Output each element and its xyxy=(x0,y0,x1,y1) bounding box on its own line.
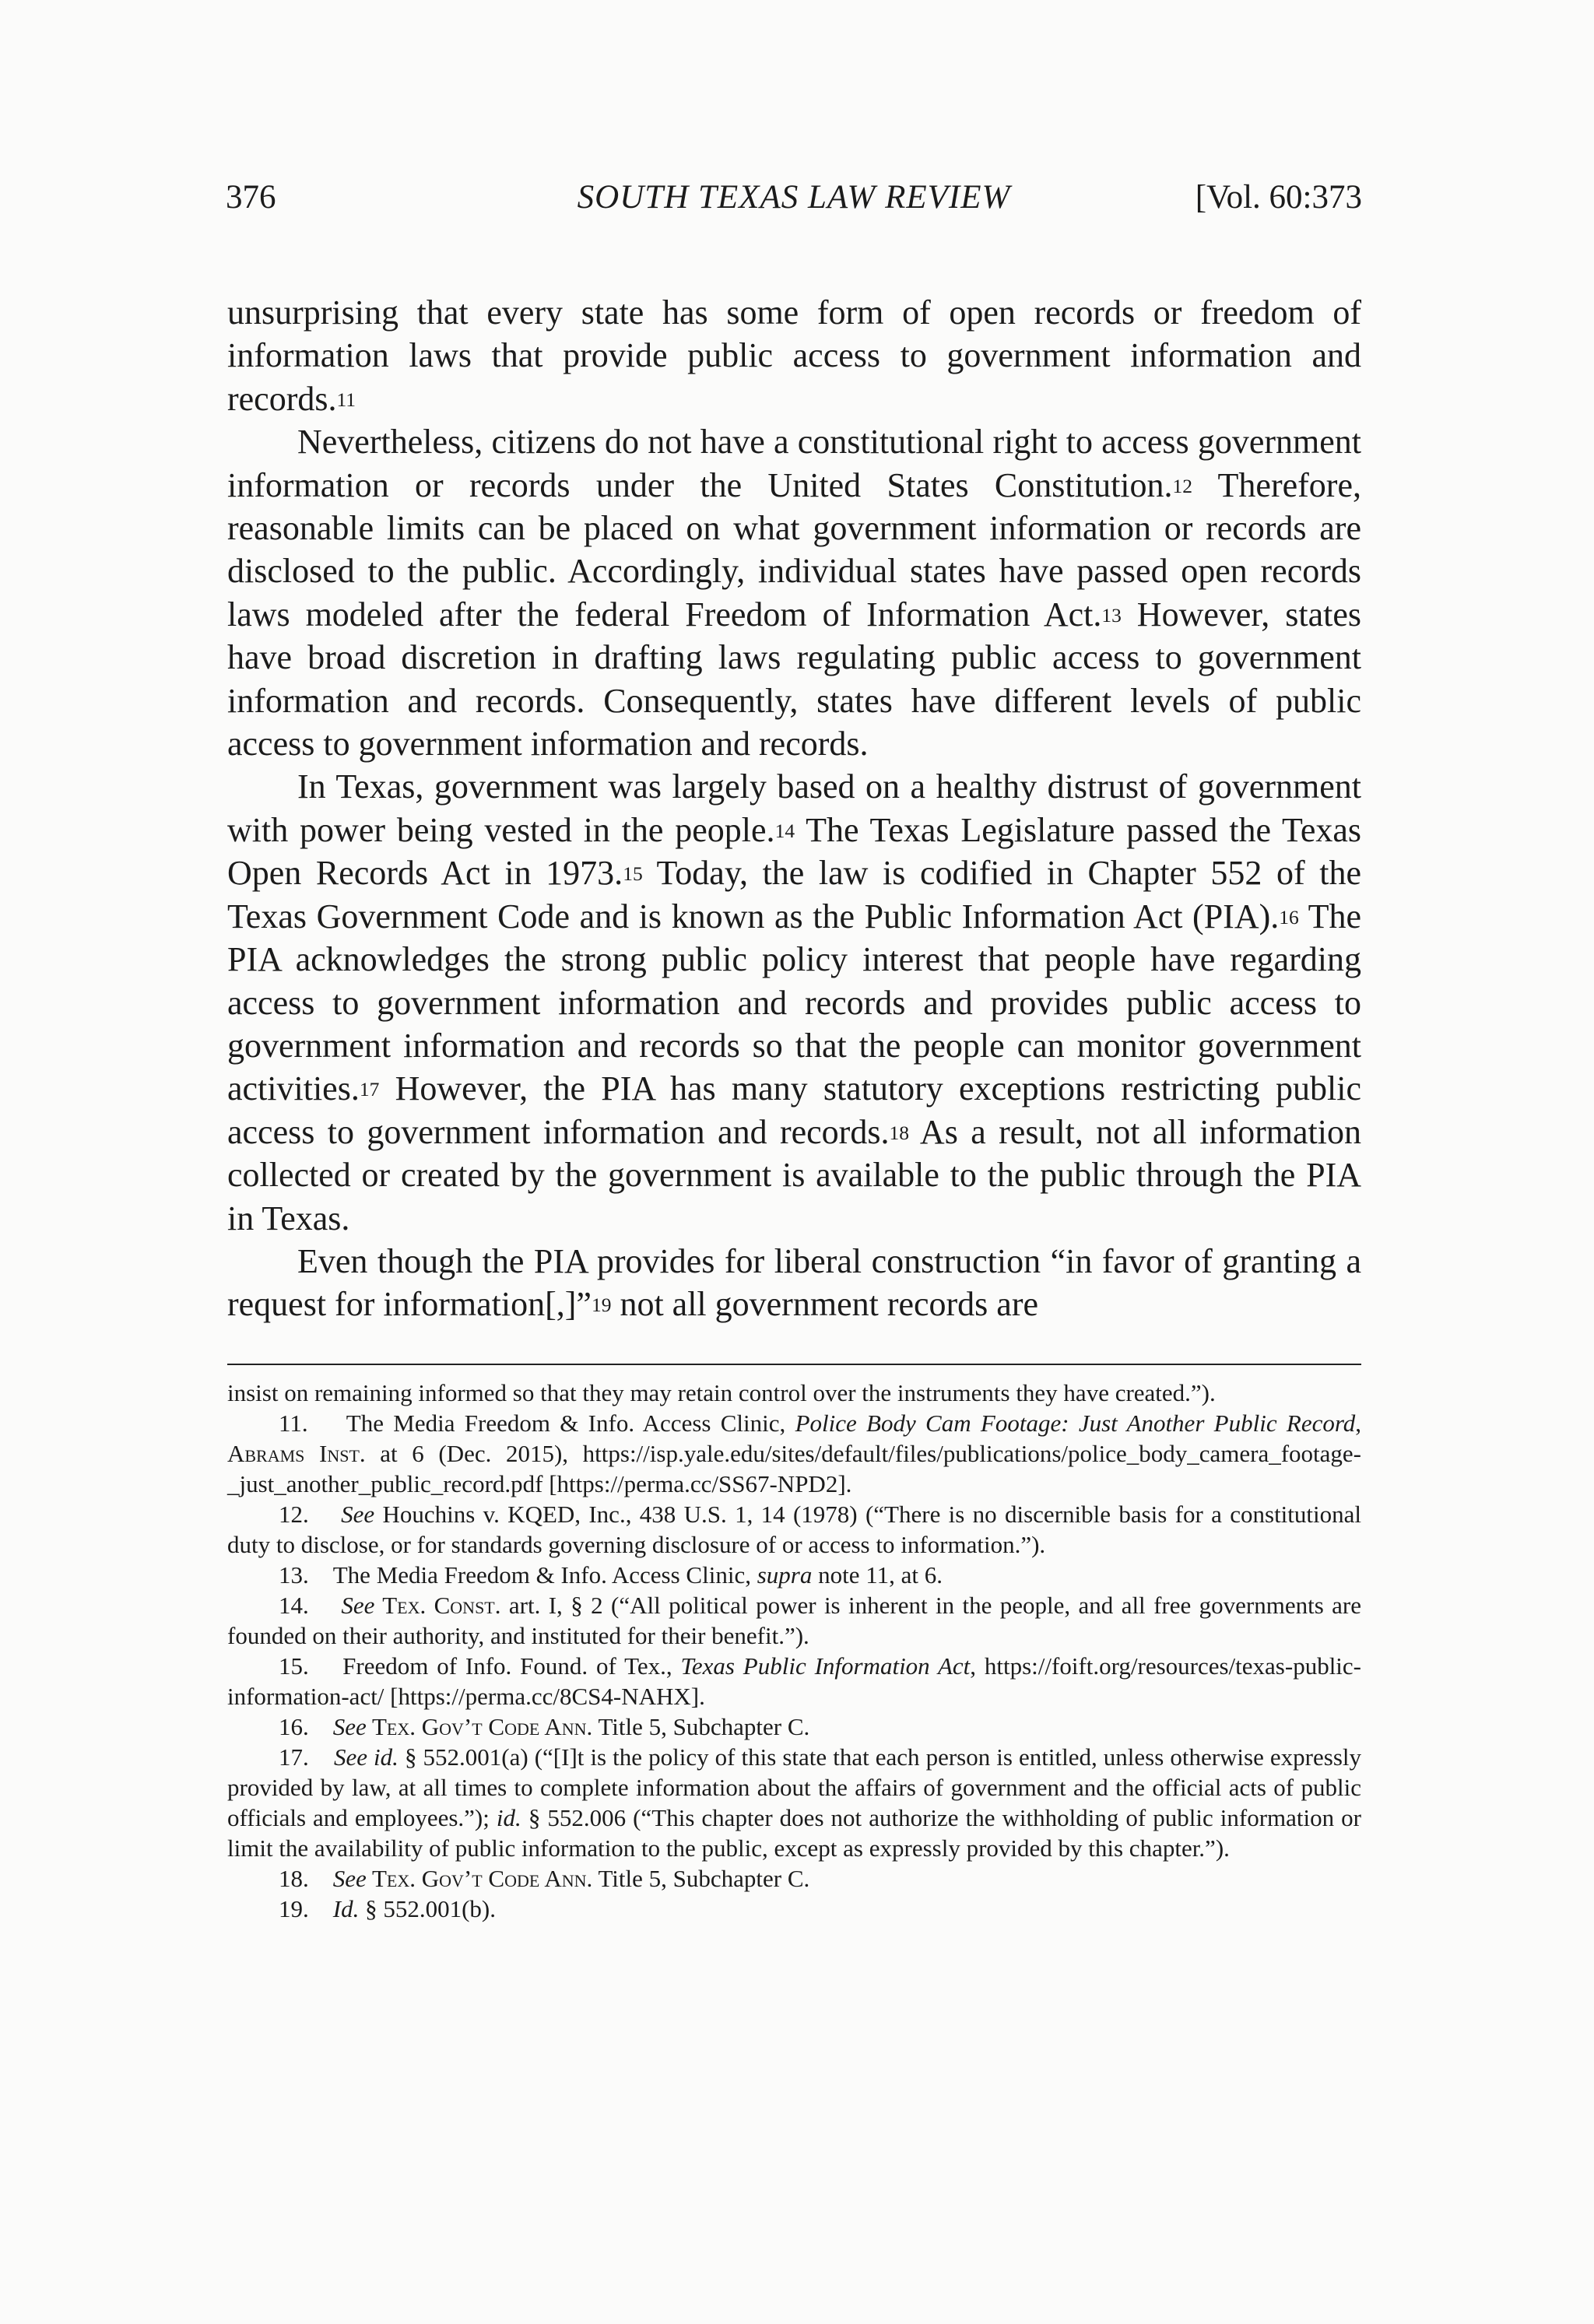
text-run: Today, the law is codified in Chapter 552 of the Texas Government Code and is known as the Public Information Act (PIA). xyxy=(227,854,1362,936)
text-run: § 552.001(a) (“[I]t is the policy of this state that each person is entitled, unless otherwise expressly provided by law, at all times to complete information about the affairs of government and the official acts of public officials and employees.”); xyxy=(227,1743,1361,1831)
text-run: The PIA acknowledges the strong public policy interest that people have regarding access to government information and records and provides public access to government information and records so that the people can monitor government activities. xyxy=(227,897,1361,1108)
text-run: In Texas, government was largely based on a healthy distrust of government with power being vested in the people. xyxy=(227,767,1361,849)
text-run: Title 5, Subchapter C. xyxy=(592,1713,810,1740)
footnote-ref: 18 xyxy=(889,1121,909,1144)
paragraph xyxy=(227,420,1361,765)
page-number: 376 xyxy=(226,179,276,216)
text-run: Therefore, reasonable limits can be placed on what government information or records are disclosed to the public. Accordingly, individual states have passed open records laws modeled after the federal Freedom of Information Act. xyxy=(227,465,1361,634)
footnote-continuation: insist on remaining informed so that they may retain control over the instruments they have created.”). xyxy=(227,1379,1216,1406)
footnote-ref: 17 xyxy=(359,1078,380,1101)
footnote-17 xyxy=(227,1742,1361,1863)
footnote-ref: 15 xyxy=(623,862,643,886)
signal: See xyxy=(341,1592,375,1619)
journal-title: SOUTH TEXAS LAW REVIEW xyxy=(577,179,1011,216)
paragraph xyxy=(227,1240,1361,1326)
signal: id. xyxy=(496,1804,521,1831)
signal: See id. xyxy=(333,1743,398,1771)
volume-citation: [Vol. 60:373 xyxy=(1195,179,1362,216)
text-run: Freedom of Info. Found. of Tex., xyxy=(342,1652,681,1680)
footnote-ref: 12 xyxy=(1172,474,1193,497)
footnote-18 xyxy=(227,1863,1361,1894)
cited-title: Texas Public Information Act xyxy=(680,1652,971,1680)
paragraph xyxy=(227,765,1361,1239)
footnote-ref: 13 xyxy=(1101,603,1122,627)
footnote-number: 17. xyxy=(279,1743,309,1771)
text-run: at 6 (Dec. 2015), https://isp.yale.edu/sites/default/files/publications/police_body_camera_footage-_just_another_public_record.pdf [https://perma.cc/SS67-NPD2]. xyxy=(227,1440,1361,1497)
text-run: unsurprising that every state has some form of open records or freedom of information laws that provide public access to government information and records. xyxy=(227,293,1361,418)
text-run: § 552.006 (“This chapter does not authorize the withholding of public information or limit the availability of public information to the public, except as expressly provided by this chapter.”). xyxy=(227,1804,1362,1862)
footnote-number: 12. xyxy=(279,1501,309,1528)
footnote-number: 14. xyxy=(279,1592,309,1619)
footnote-12 xyxy=(227,1499,1361,1560)
text-run: The Media Freedom & Info. Access Clinic, xyxy=(346,1409,795,1437)
footnote-ref: 11 xyxy=(336,388,356,411)
footnote-number: 18. xyxy=(279,1865,309,1892)
text-run: As a result, not all information collected or created by the government is available to the public through the PIA in Texas. xyxy=(227,1112,1361,1237)
text-run: Nevertheless, citizens do not have a constitutional right to access government information or records under the United States Constitution. xyxy=(227,423,1361,504)
paragraph xyxy=(227,291,1361,420)
footnote-19 xyxy=(227,1894,1361,1924)
text-run: However, the PIA has many statutory exceptions restricting public access to government information and records. xyxy=(227,1069,1361,1151)
footnote-ref: 16 xyxy=(1279,905,1299,929)
footnote-divider xyxy=(227,1364,1361,1365)
text-run: Even though the PIA provides for liberal construction “in favor of granting a request for information[,]” xyxy=(227,1241,1361,1324)
main-text xyxy=(227,291,1361,1326)
text-run: , https://foift.org/resources/texas-public-information-act/ [https://perma.cc/8CS4-NAHX]. xyxy=(227,1652,1361,1710)
cited-title: Police Body Cam Footage: Just Another Public Record xyxy=(795,1409,1356,1437)
footnote-number: 16. xyxy=(279,1713,309,1740)
footnote-15 xyxy=(227,1651,1361,1711)
cited-source: Tex. Gov’t Code Ann. xyxy=(366,1713,593,1740)
footnote-14 xyxy=(227,1590,1361,1651)
text-run: note 11, at 6. xyxy=(812,1561,943,1589)
cited-source: Tex. Const. xyxy=(374,1592,501,1619)
footnote-number: 13. xyxy=(279,1561,309,1589)
text-run: However, states have broad discretion in drafting laws regulating public access to government information and records. Consequently, states have different levels of public access to government information and records. xyxy=(227,595,1361,764)
signal: Id. xyxy=(332,1895,360,1922)
running-head xyxy=(226,174,1362,221)
footnote-16 xyxy=(227,1711,1361,1742)
signal: See xyxy=(341,1501,375,1528)
text-run: art. I, § 2 (“All political power is inherent in the people, and all free governments are founded on their authority, and instituted for their benefit.”). xyxy=(227,1592,1362,1649)
text-run: The Media Freedom & Info. Access Clinic, xyxy=(332,1561,757,1589)
footnote-ref: 19 xyxy=(591,1294,612,1317)
signal: See xyxy=(332,1865,367,1892)
text-run: Houchins v. KQED, Inc., 438 U.S. 1, 14 (1978) (“There is no discernible basis for a constitutional duty to disclose, or for standards governing disclosure of or access to information.”). xyxy=(227,1501,1361,1558)
footnote-ref: 14 xyxy=(774,819,795,842)
footnotes xyxy=(227,1378,1361,1924)
text-run: Title 5, Subchapter C. xyxy=(592,1865,810,1892)
text-run: , xyxy=(1355,1409,1362,1437)
footnote-number: 15. xyxy=(279,1652,309,1680)
signal: See xyxy=(332,1713,367,1740)
footnote-13 xyxy=(227,1560,1361,1590)
cited-source: Tex. Gov’t Code Ann. xyxy=(366,1865,593,1892)
text-run: not all government records are xyxy=(611,1285,1039,1324)
footnote-11 xyxy=(227,1408,1361,1499)
text-run: The Texas Legislature passed the Texas Open Records Act in 1973. xyxy=(227,810,1361,893)
cited-source: Abrams Inst. xyxy=(227,1440,366,1467)
footnote-number: 11. xyxy=(279,1409,308,1437)
signal: supra xyxy=(757,1561,813,1589)
text-run: § 552.001(b). xyxy=(359,1895,496,1922)
footnote-number: 19. xyxy=(279,1895,309,1922)
